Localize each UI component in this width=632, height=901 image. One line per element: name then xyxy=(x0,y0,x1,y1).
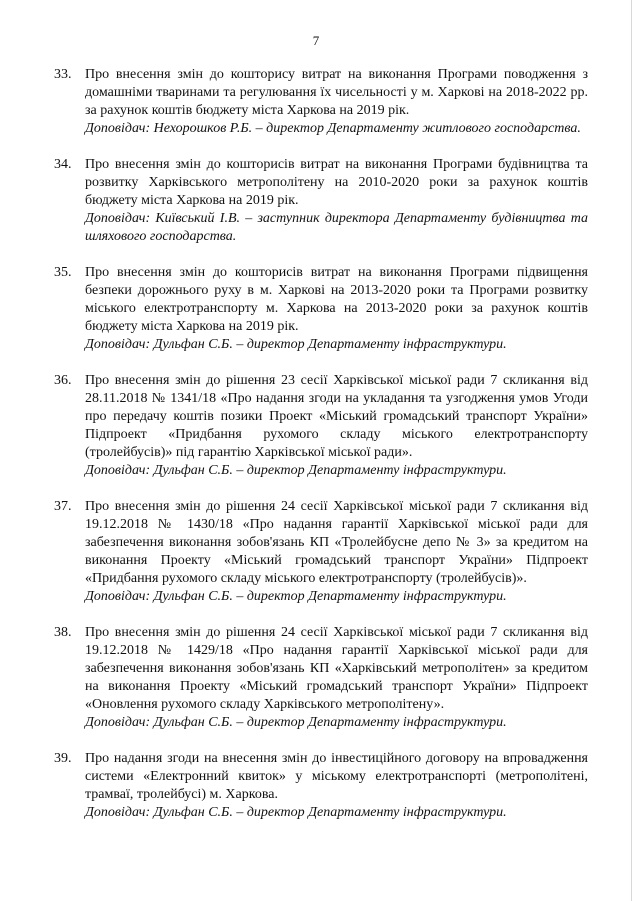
agenda-item-34 xyxy=(54,156,588,246)
item-text: Про внесення змін до рішення 24 сесії Харківської міської ради 7 скликання від 19.12.2018 № 1429/18 «Про надання гарантії Харківської міської ради для забезпечення виконання зобов'язань КП «Харківський метрополітен» за кредитом на виконання Проекту «Міський громадський транспорт України» Підпроект «Оновлення рухомого складу Харківського метрополітену». xyxy=(85,625,588,712)
item-number: 35. xyxy=(54,265,72,280)
agenda-item-38 xyxy=(54,624,588,732)
agenda-list xyxy=(54,66,588,840)
item-speaker: Доповідач: Дульфан С.Б. – директор Департаменту інфраструктури. xyxy=(85,805,507,820)
item-speaker: Доповідач: Нехорошков Р.Б. – директор Департаменту житлового господарства. xyxy=(85,121,581,136)
item-number: 34. xyxy=(54,157,72,172)
item-speaker: Доповідач: Київський І.В. – заступник директора Департаменту будівництва та шляхового господарства. xyxy=(85,211,588,244)
item-number: 37. xyxy=(54,499,72,514)
item-text: Про внесення змін до кошторису витрат на виконання Програми поводження з домашніми тваринами та регулювання їх чисельності у м. Харкові на 2018-2022 рр. за рахунок коштів бюджету міста Харкова на 2019 рік. xyxy=(85,67,588,118)
item-speaker: Доповідач: Дульфан С.Б. – директор Департаменту інфраструктури. xyxy=(85,337,507,352)
page-number: 7 xyxy=(312,33,320,48)
item-text: Про внесення змін до кошторисів витрат на виконання Програми будівництва та розвитку Харківського метрополітену на 2010-2020 роки за рахунок коштів бюджету міста Харкова на 2019 рік. xyxy=(85,157,588,208)
item-speaker: Доповідач: Дульфан С.Б. – директор Департаменту інфраструктури. xyxy=(85,715,507,730)
item-speaker: Доповідач: Дульфан С.Б. – директор Департаменту інфраструктури. xyxy=(85,589,507,604)
item-text: Про внесення змін до рішення 23 сесії Харківської міської ради 7 скликання від 28.11.2018 № 1341/18 «Про надання згоди на укладання та узгодження умов Угоди про передачу коштів позики Проект «Міський громадський транспорт України» Підпроект «Придбання рухомого складу міського електротранспорту (тролейбусів)» під гарантію Харківської міської ради». xyxy=(85,373,588,460)
item-number: 39. xyxy=(54,751,72,766)
agenda-item-39 xyxy=(54,750,588,822)
agenda-item-37 xyxy=(54,498,588,606)
agenda-item-36 xyxy=(54,372,588,480)
item-number: 36. xyxy=(54,373,72,388)
agenda-item-35 xyxy=(54,264,588,354)
item-speaker: Доповідач: Дульфан С.Б. – директор Департаменту інфраструктури. xyxy=(85,463,507,478)
agenda-item-33 xyxy=(54,66,588,138)
item-text: Про внесення змін до рішення 24 сесії Харківської міської ради 7 скликання від 19.12.2018 № 1430/18 «Про надання гарантії Харківської міської ради для забезпечення виконання зобов'язань КП «Тролейбусне депо № 3» за кредитом на виконання Проекту «Міський громадський транспорт України» Підпроект «Придбання рухомого складу міського електротранспорту (тролейбусів)». xyxy=(85,499,588,586)
item-number: 38. xyxy=(54,625,72,640)
item-text: Про надання згоди на внесення змін до інвестиційного договору на впровадження системи «Електронний квиток» у міському електротранспорті (метрополітені, трамваї, тролейбусі) м. Харкова. xyxy=(85,751,588,802)
item-number: 33. xyxy=(54,67,72,82)
item-text: Про внесення змін до кошторисів витрат на виконання Програми підвищення безпеки дорожнього руху в м. Харкові на 2013-2020 роки та Програми розвитку міського електротранспорту м. Харкова на 2013-2020 роки за рахунок коштів бюджету міста Харкова на 2019 рік. xyxy=(85,265,588,334)
